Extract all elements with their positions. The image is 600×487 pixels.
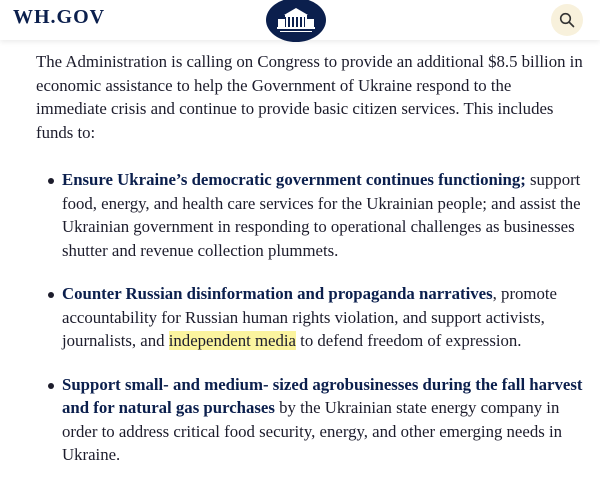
item-heading: Support small- and medium- sized agrobusinesses during the fall harvest and for natural gas purchases [62,374,583,417]
site-logo-link[interactable]: WH.GOV [13,6,106,28]
item-text-after: to defend freedom of expression. [295,331,522,350]
funding-list [36,168,584,467]
white-house-seal-icon[interactable] [266,0,326,42]
list-item [36,373,584,467]
search-button[interactable] [551,4,583,36]
white-house-building-icon [274,5,318,35]
bullet-icon [48,178,54,184]
list-item [36,282,584,353]
bullet-icon [48,383,54,389]
item-heading: Ensure Ukraine’s democratic government continues functioning; [62,170,526,189]
item-text: support food, energy, and health care services for the Ukrainian people; and assist the Ukrainian government in responding to operational challenges as businesses shutter and revenue collection plummets. [62,170,581,260]
search-icon [559,12,575,28]
item-text: , promote accountability for Russian human rights violation, and support activists, journalists, and [62,284,557,350]
highlighted-text: independent media [168,331,296,350]
site-header [0,0,600,40]
intro-paragraph: The Administration is calling on Congress to provide an additional $8.5 billion in economic assistance to help the Government of Ukraine respond to the immediate crisis and continue to provide basic citizen services. This includes funds to: [36,52,583,142]
list-item [36,168,584,262]
bullet-icon [48,292,54,298]
item-heading: Counter Russian disinformation and propaganda narratives [62,284,493,303]
article-body [36,50,584,487]
item-text: by the Ukrainian state energy company in order to address critical food security, energy, and other emerging needs in Ukraine. [62,398,563,464]
